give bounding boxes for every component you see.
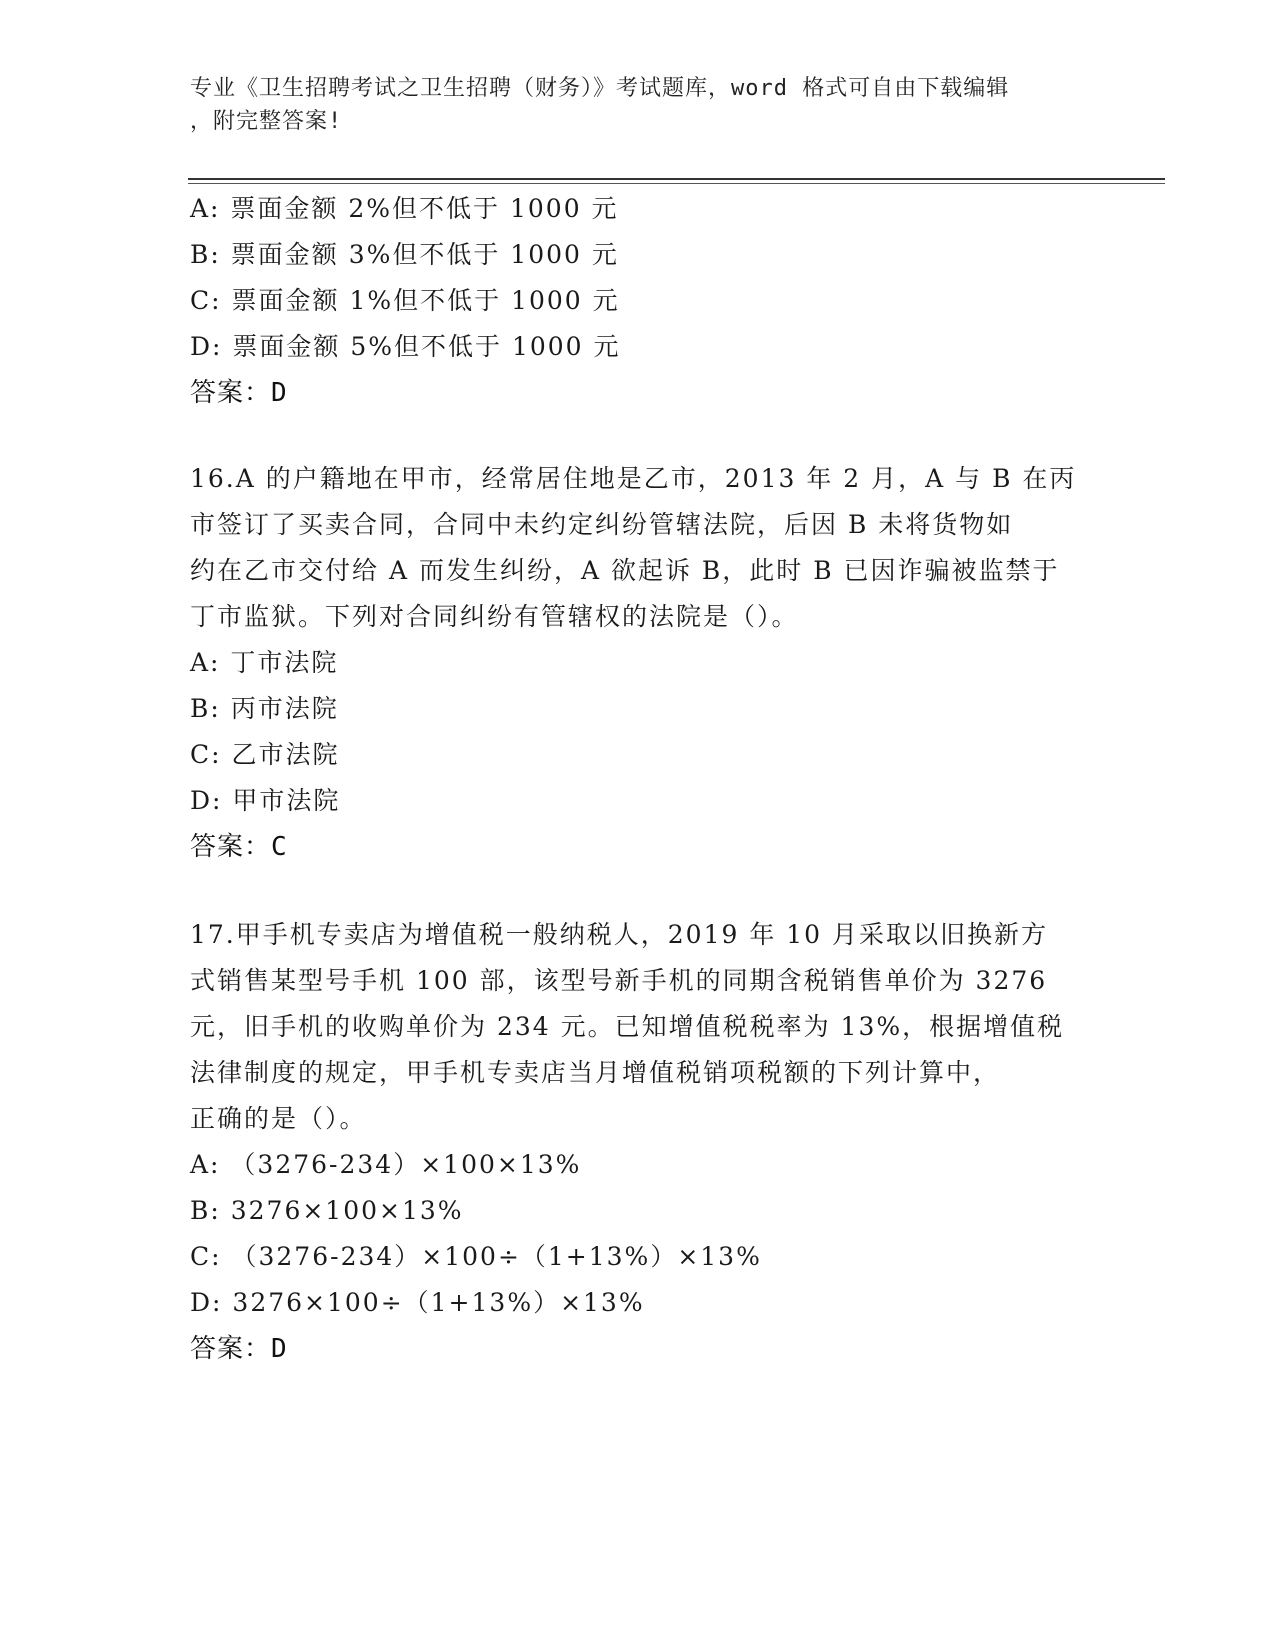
q17-stem-line: 法律制度的规定，甲手机专卖店当月增值税销项税额的下列计算中，: [190, 1058, 1001, 1087]
q15-option-b: B: 票面金额 3%但不低于 1000 元: [190, 240, 619, 269]
q17-stem-line: 17.甲手机专卖店为增值税一般纳税人，2019 年 10 月采取以旧换新方: [190, 920, 1049, 949]
q17-option-d: D: 3276×100÷（1+13%）×13%: [190, 1288, 645, 1317]
q16-stem-line: 市签订了买卖合同，合同中未约定纠纷管辖法院，后因 B 未将货物如: [190, 510, 1014, 539]
header-divider-thick: [188, 178, 1165, 180]
q17-stem-line: 元，旧手机的收购单价为 234 元。已知增值税税率为 13%，根据增值税: [190, 1012, 1065, 1041]
q17-answer: 答案：D: [190, 1334, 288, 1364]
q16-option-d: D: 甲市法院: [190, 786, 341, 815]
q15-answer: 答案：D: [190, 378, 288, 408]
q16-option-a: A: 丁市法院: [190, 648, 339, 677]
q17-option-a: A: （3276-234）×100×13%: [190, 1150, 582, 1179]
document-header: [190, 72, 1080, 138]
q16-option-c: C: 乙市法院: [190, 740, 340, 769]
q16-stem-line: 16.A 的户籍地在甲市，经常居住地是乙市，2013 年 2 月，A 与 B 在丙: [190, 464, 1077, 493]
header-line-2: ，附完整答案!: [190, 109, 343, 134]
q16-option-b: B: 丙市法院: [190, 694, 339, 723]
question-16: [190, 456, 1090, 870]
q16-stem: [190, 456, 1090, 640]
q17-stem-line: 式销售某型号手机 100 部，该型号新手机的同期含税销售单价为 3276: [190, 966, 1048, 995]
q15-option-c: C: 票面金额 1%但不低于 1000 元: [190, 286, 620, 315]
q17-option-c: C: （3276-234）×100÷（1+13%）×13%: [190, 1242, 762, 1271]
q17-stem: [190, 912, 1090, 1142]
q15-option-d: D: 票面金额 5%但不低于 1000 元: [190, 332, 621, 361]
q16-answer: 答案：C: [190, 832, 288, 862]
q16-stem-line: 丁市监狱。下列对合同纠纷有管辖权的法院是（）。: [190, 602, 799, 631]
question-15: [190, 186, 1090, 416]
q17-stem-line: 正确的是（）。: [190, 1104, 367, 1133]
header-divider-thin: [188, 183, 1165, 184]
q16-stem-line: 约在乙市交付给 A 而发生纠纷，A 欲起诉 B，此时 B 已因诈骗被监禁于: [190, 556, 1060, 585]
question-17: [190, 912, 1090, 1372]
q17-option-b: B: 3276×100×13%: [190, 1196, 464, 1225]
q15-option-a: A: 票面金额 2%但不低于 1000 元: [190, 194, 619, 223]
header-line-1: 专业《卫生招聘考试之卫生招聘（财务）》考试题库，word 格式可自由下载编辑: [190, 76, 1010, 101]
